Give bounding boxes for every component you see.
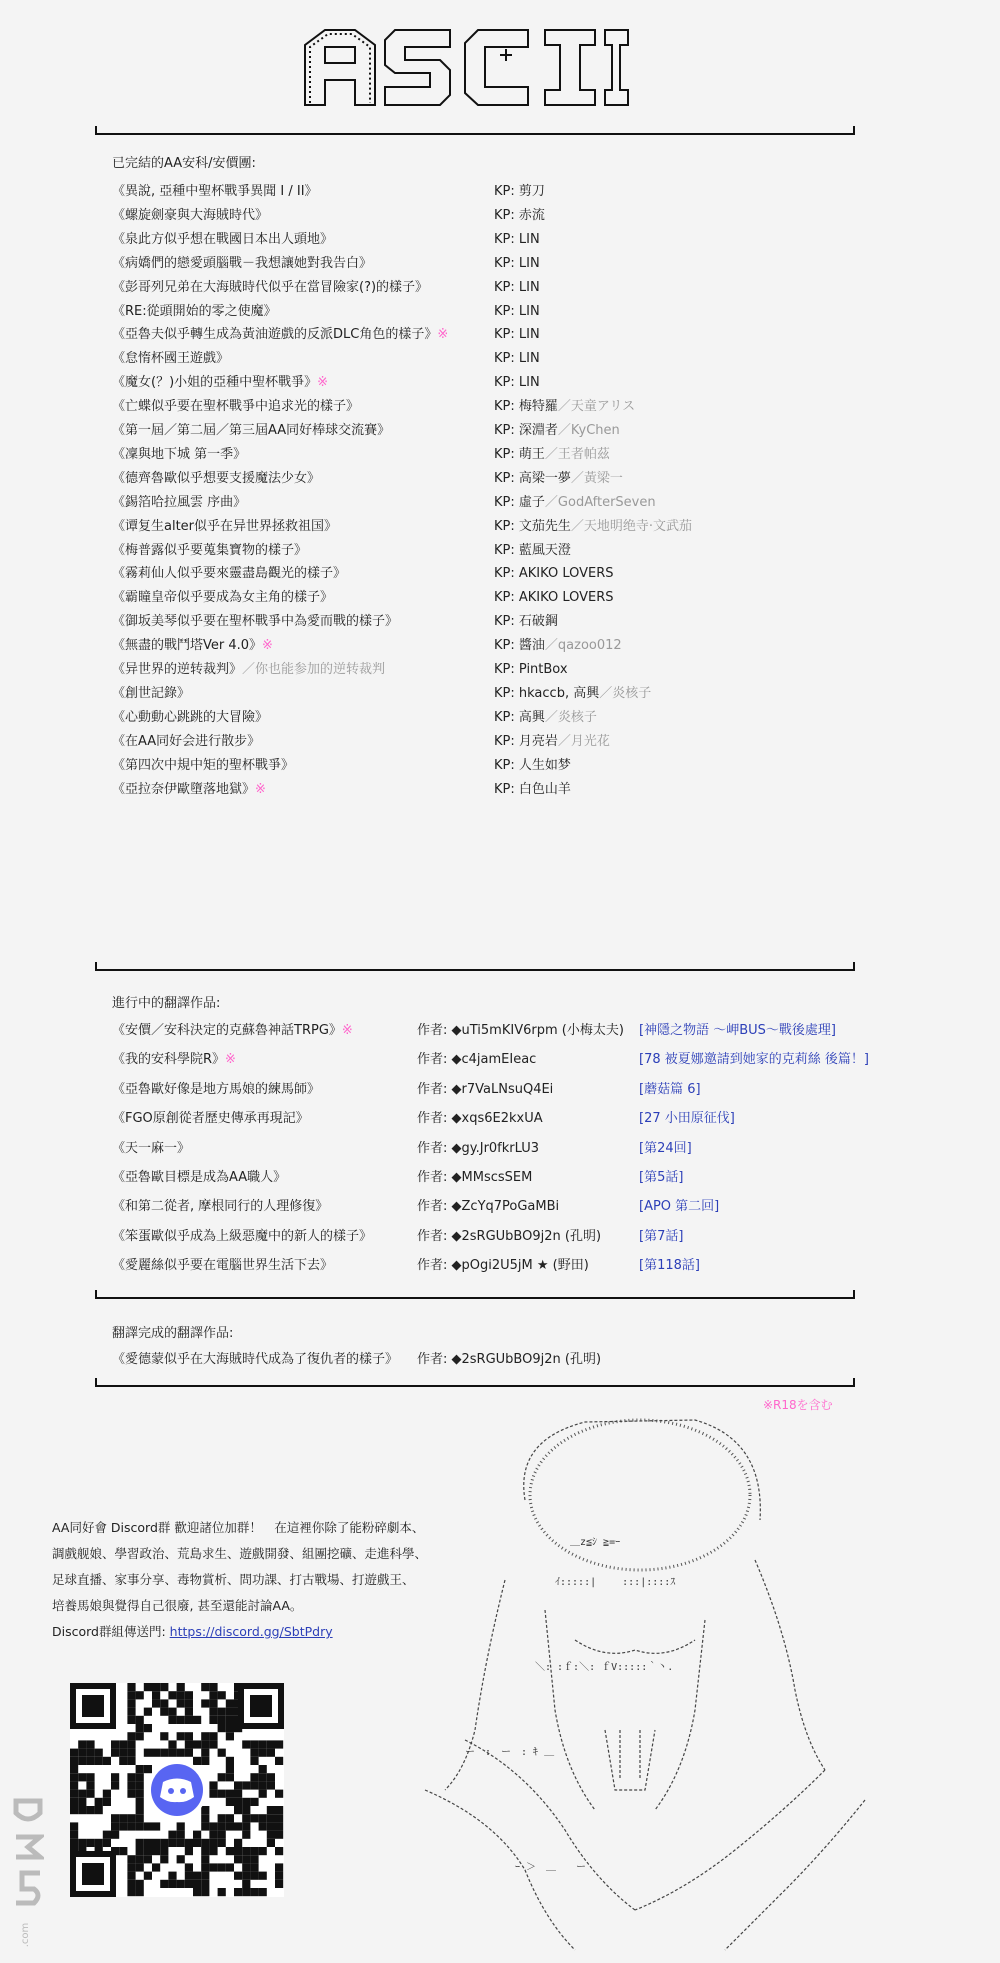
kp-credit	[494, 612, 558, 632]
episode-link[interactable]: [第118話]	[639, 1258, 700, 1274]
author-prefix: 作者:	[417, 1199, 452, 1215]
work-title	[112, 636, 273, 656]
kp-separator: ／	[544, 494, 558, 510]
work-title-text[interactable]: 《亡蝶似乎要在聖杯戰爭中追求光的樣子》	[112, 399, 360, 415]
r18-mark: ※	[341, 1023, 353, 1038]
kp-name: 虛子	[518, 494, 545, 510]
kp-name: LIN	[518, 231, 540, 247]
kp-prefix: KP:	[494, 757, 519, 773]
kp-name: 石破鋼	[518, 614, 558, 630]
kp-prefix: KP:	[494, 709, 519, 725]
work-title-text[interactable]: 《怠惰杯國王遊戲》	[112, 351, 230, 367]
kp-prefix: KP:	[494, 279, 519, 295]
kp-name: 文茄先生	[518, 518, 571, 534]
work-title-text[interactable]: 《天一麻一》	[112, 1140, 191, 1156]
author-name: ◆c4jamEIeac	[451, 1052, 537, 1068]
work-title-text[interactable]: 《霸瞳皇帝似乎要成為女主角的樣子》	[112, 590, 334, 606]
author-name: ◆2sRGUbBO9j2n (孔明)	[451, 1352, 602, 1367]
episode-link[interactable]: [第7話]	[639, 1228, 684, 1244]
work-title-text[interactable]: 《RE:從頭開始的零之使魔》	[112, 303, 277, 319]
author-prefix: 作者:	[417, 1170, 452, 1185]
svg-text:ｲ:::::| :::|::::ｽ: ｲ:::::| :::|::::ｽ	[555, 1577, 676, 1588]
svg-text:ｰ ＞ ＿ ー: ｰ ＞ ＿ ー	[515, 1862, 587, 1873]
kp-credit	[494, 588, 614, 608]
kp-prefix: KP:	[494, 566, 519, 582]
work-title	[112, 349, 229, 369]
ascii-art-figure	[405, 1410, 900, 1955]
work-title	[112, 493, 246, 513]
kp-credit	[494, 397, 635, 417]
ongoing-heading: 進行中的翻譯作品:	[112, 996, 221, 1011]
work-title-text[interactable]: 《心動動心跳跳的大冒險》	[112, 709, 269, 725]
work-title-text[interactable]: 《無盡的戰鬥塔Ver 4.0》	[112, 638, 263, 654]
work-title-text[interactable]: 《魔女(？)小姐的亞種中聖杯戰爭》	[112, 375, 318, 391]
kp-alt-name: 炎核子	[557, 709, 597, 725]
work-title	[112, 612, 398, 632]
kp-name: 萌王	[518, 446, 545, 462]
kp-credit	[494, 660, 568, 680]
kp-prefix: KP:	[494, 207, 519, 223]
work-title	[112, 1021, 353, 1041]
r18-mark: ※	[255, 781, 266, 797]
work-title	[112, 469, 320, 489]
work-title	[112, 1350, 398, 1370]
kp-prefix: KP:	[494, 733, 519, 749]
work-title	[112, 1109, 309, 1129]
work-title-text[interactable]: 《第一屆／第二屆／第三屆AA同好棒球交流賽》	[112, 423, 391, 438]
discord-link[interactable]: https://discord.gg/SbtPdry	[169, 1624, 333, 1639]
kp-name: AKIKO LOVERS	[518, 566, 614, 582]
kp-credit	[494, 230, 540, 250]
divider-1	[95, 969, 855, 971]
kp-name: 白色山羊	[518, 781, 571, 797]
work-title-text[interactable]: 《彭哥列兄弟在大海賊時代似乎在當冒險家(?)的樣子》	[112, 279, 429, 295]
discord-line-2: 調戲舰娘、學習政治、荒島求生、遊戲開發、組團挖礦、走進科學、	[52, 1546, 428, 1561]
kp-credit	[494, 349, 540, 369]
kp-alt-name: 炎核子	[612, 685, 652, 701]
work-title-text[interactable]: 《我的安科學院R》	[112, 1052, 226, 1068]
work-title-extra: ／你也能参加的逆转裁判	[242, 662, 386, 677]
work-title	[112, 564, 346, 584]
work-title	[112, 230, 333, 250]
r18-mark: ※	[262, 638, 273, 654]
author-name: ◆xqs6E2kxUA	[451, 1111, 543, 1127]
work-title-text[interactable]: 《螺旋劍豪與大海賊時代》	[112, 207, 269, 223]
work-title-text[interactable]: 《安價／安科決定的克蘇魯神話TRPG》	[112, 1023, 342, 1038]
work-title-text[interactable]: 《異說, 亞種中聖杯戰爭異聞 I / II》	[112, 184, 318, 199]
kp-name: 赤流	[518, 207, 545, 223]
kp-name: LIN	[518, 255, 540, 271]
work-title	[112, 708, 268, 728]
author-prefix: 作者:	[417, 1111, 452, 1127]
kp-name: 梅特羅	[518, 399, 558, 415]
kp-alt-name: GodAfterSeven	[557, 494, 656, 510]
kp-credit	[494, 780, 571, 800]
author-credit	[417, 1109, 543, 1129]
discord-link-row	[52, 1619, 452, 1645]
work-title-text[interactable]: 《笨蛋歐似乎成為上級惡魔中的新人的樣子》	[112, 1228, 373, 1244]
work-title	[112, 1050, 236, 1070]
completed-heading: 已完結的AA安科/安價團:	[112, 156, 256, 171]
dm5-watermark	[12, 1795, 44, 1955]
author-prefix: 作者:	[417, 1023, 452, 1038]
kp-name: 醬油	[518, 638, 545, 654]
kp-prefix: KP:	[494, 446, 519, 462]
r18-mark: ※	[317, 375, 329, 391]
kp-alt-name: 天童アリス	[570, 399, 636, 415]
author-credit	[417, 1227, 601, 1247]
kp-name: 深淵者	[518, 423, 558, 438]
author-name: ◆2sRGUbBO9j2n (孔明)	[451, 1228, 602, 1244]
work-title-text[interactable]: 《愛德蒙似乎在大海賊時代成為了復仇者的樣子》	[112, 1352, 399, 1367]
kp-credit	[494, 684, 651, 704]
kp-prefix: KP:	[494, 184, 519, 199]
kp-prefix: KP:	[494, 470, 519, 486]
kp-credit	[494, 373, 540, 393]
work-title-text[interactable]: 《异世界的逆转裁判》	[112, 662, 243, 677]
r18-mark: ※	[437, 327, 449, 343]
kp-name: 月亮岩	[518, 733, 558, 749]
svg-text:.com: .com	[20, 1922, 31, 1948]
author-name: ◆r7VaLNsuQ4Ei	[451, 1081, 554, 1097]
work-title-text[interactable]: 《谭复生alter似乎在异世界拯救祖国》	[112, 518, 338, 534]
r18-note: ※R18を含む	[763, 1398, 833, 1412]
kp-alt-name: KyChen	[570, 423, 620, 438]
work-title-text[interactable]: 《錫箔哈拉風雲 序曲》	[112, 494, 247, 510]
author-name: ◆uTi5mKIV6rpm (小梅太夫)	[451, 1023, 624, 1038]
work-title	[112, 684, 190, 704]
episode-link[interactable]: [神隱之物語 ～岬BUS～戰後處理]	[639, 1023, 836, 1038]
work-title	[112, 1227, 372, 1247]
kp-prefix: KP:	[494, 685, 519, 701]
discord-line-1: AA同好會 Discord群 歡迎諸位加群！ 在這裡你除了能粉碎劇本、	[52, 1520, 425, 1535]
kp-separator: ／	[570, 518, 584, 534]
episode-link[interactable]: [第24回]	[639, 1140, 692, 1156]
author-prefix: 作者:	[417, 1352, 452, 1367]
author-name: ◆pOgi2U5jM ★ (野田)	[451, 1258, 589, 1274]
kp-prefix: KP:	[494, 781, 519, 797]
kp-name: PintBox	[518, 662, 568, 677]
kp-credit	[494, 254, 540, 274]
kp-alt-name: 月光花	[570, 733, 610, 749]
kp-credit	[494, 421, 620, 441]
episode-link[interactable]: [APO 第二回]	[639, 1199, 720, 1215]
work-title-text[interactable]: 《泉此方似乎想在戰國日本出人頭地》	[112, 231, 334, 247]
kp-separator: ／	[544, 446, 558, 462]
work-title	[112, 1256, 333, 1276]
kp-alt-name: 王者帕茲	[557, 446, 610, 462]
kp-credit	[494, 564, 614, 584]
kp-alt-name: 天地明绝寺·文武茄	[583, 518, 693, 534]
kp-name: LIN	[518, 375, 540, 391]
work-title	[112, 756, 294, 776]
author-credit	[417, 1197, 559, 1217]
work-title-text[interactable]: 《亞魯夫似乎轉生成為黃油遊戲的反派DLC角色的樣子》	[112, 327, 438, 343]
svg-text:＿z≦ｼ ≧=ｰ: ＿z≦ｼ ≧=ｰ	[570, 1537, 621, 1548]
kp-separator: ／	[599, 685, 613, 701]
kp-name: 剪刀	[518, 184, 545, 199]
work-title	[112, 254, 372, 274]
work-title-text[interactable]: 《病嬌們的戀愛頭腦戰－我想讓她對我告白》	[112, 255, 373, 271]
work-title-text[interactable]: 《梅普露似乎要蒐集寶物的樣子》	[112, 542, 308, 558]
kp-name: LIN	[518, 351, 540, 367]
work-title	[112, 588, 333, 608]
kp-name: 高梁一夢	[518, 470, 571, 486]
kp-credit	[494, 756, 571, 776]
work-title-text[interactable]: 《和第二從者, 摩根同行的人理修復》	[112, 1199, 329, 1215]
author-prefix: 作者:	[417, 1052, 452, 1068]
author-credit	[417, 1021, 624, 1041]
ascii-logo	[300, 25, 630, 110]
kp-separator: ／	[570, 470, 584, 486]
kp-prefix: KP:	[494, 351, 519, 367]
discord-invite	[52, 1515, 452, 1645]
kp-credit	[494, 325, 540, 345]
discord-line-4: 培養馬娘與覺得自己很廢, 甚至還能討論AA。	[52, 1598, 303, 1613]
kp-credit	[494, 493, 656, 513]
author-credit	[417, 1168, 532, 1188]
author-prefix: 作者:	[417, 1140, 452, 1156]
kp-name: LIN	[518, 327, 540, 343]
kp-credit	[494, 636, 622, 656]
kp-prefix: KP:	[494, 399, 519, 415]
work-title-text[interactable]: 《亞魯歐好像是地方馬娘的練馬師》	[112, 1081, 321, 1097]
work-title	[112, 206, 268, 226]
kp-prefix: KP:	[494, 255, 519, 271]
kp-separator: ／	[557, 423, 571, 438]
kp-credit	[494, 469, 623, 489]
kp-prefix: KP:	[494, 614, 519, 630]
kp-name: LIN	[518, 279, 540, 295]
kp-separator: ／	[544, 638, 558, 654]
work-title	[112, 732, 260, 752]
kp-credit	[494, 206, 545, 226]
kp-prefix: KP:	[494, 303, 519, 319]
work-title	[112, 182, 318, 202]
kp-credit	[494, 517, 692, 537]
kp-name: AKIKO LOVERS	[518, 590, 614, 606]
work-title	[112, 1197, 328, 1217]
author-prefix: 作者:	[417, 1258, 452, 1274]
kp-prefix: KP:	[494, 662, 519, 677]
work-title-text[interactable]: 《御坂美琴似乎要在聖杯戰爭中為愛而戰的樣子》	[112, 614, 399, 630]
author-name: ◆ZcYq7PoGaMBi	[451, 1199, 560, 1215]
author-name: ◆gy.Jr0fkrLU3	[451, 1140, 540, 1156]
work-title	[112, 1168, 286, 1188]
kp-credit	[494, 278, 540, 298]
kp-name: 高興	[518, 709, 545, 725]
author-credit	[417, 1080, 553, 1100]
discord-link-label: Discord群組傳送門:	[52, 1624, 170, 1639]
author-credit	[417, 1050, 536, 1070]
discord-line-3: 足球直播、家事分享、毒物賞析、問功課、打古戰場、打遊戲王、	[52, 1572, 415, 1587]
work-title	[112, 302, 277, 322]
kp-credit	[494, 732, 610, 752]
kp-credit	[494, 708, 597, 728]
work-title-text[interactable]: 《第四次中規中矩的聖杯戰爭》	[112, 757, 295, 773]
kp-credit	[494, 182, 545, 202]
work-title	[112, 325, 448, 345]
kp-prefix: KP:	[494, 327, 519, 343]
kp-prefix: KP:	[494, 423, 519, 438]
work-title-text[interactable]: 《德齊魯歐似乎想要支援魔法少女》	[112, 470, 321, 486]
work-title	[112, 660, 385, 680]
work-title	[112, 373, 328, 393]
kp-prefix: KP:	[494, 494, 519, 510]
author-credit	[417, 1139, 539, 1159]
author-credit	[417, 1350, 601, 1370]
kp-prefix: KP:	[494, 542, 519, 558]
work-title	[112, 421, 390, 441]
work-title	[112, 445, 246, 465]
work-title-text[interactable]: 《亞魯歐目標是成為AA職人》	[112, 1170, 287, 1185]
kp-credit	[494, 541, 571, 561]
work-title-text[interactable]: 《亞拉奈伊歐墮落地獄》	[112, 781, 256, 797]
svg-text:＼: :ｆ:＼: ｆV:::::｀丶.: ＼: :ｆ:＼: ｆV:::::｀丶.	[535, 1662, 674, 1673]
divider-3	[95, 1385, 855, 1387]
episode-link[interactable]: [第5話]	[639, 1170, 684, 1185]
kp-separator: ／	[557, 733, 571, 749]
work-title-text[interactable]: 《霧莉仙人似乎要來靈盡島觀光的樣子》	[112, 566, 347, 582]
divider-2	[95, 1297, 855, 1299]
author-name: ◆MMscsSEM	[451, 1170, 533, 1185]
work-title	[112, 278, 428, 298]
kp-name: hkaccb, 高興	[518, 685, 600, 701]
author-prefix: 作者:	[417, 1081, 452, 1097]
kp-prefix: KP:	[494, 518, 519, 534]
work-title-text[interactable]: 《凜與地下城 第一季》	[112, 446, 247, 462]
work-title	[112, 780, 266, 800]
kp-alt-name: qazoo012	[557, 638, 622, 654]
svg-text:ー : ー : ｷ ＿: ー : ー : ｷ ＿	[465, 1747, 555, 1758]
episode-link[interactable]: [蘑菇篇 6]	[639, 1081, 701, 1097]
discord-qr-code[interactable]	[70, 1683, 284, 1897]
author-prefix: 作者:	[417, 1228, 452, 1244]
kp-name: 人生如梦	[518, 757, 571, 773]
finished-heading: 翻譯完成的翻譯作品:	[112, 1326, 234, 1341]
work-title	[112, 541, 307, 561]
kp-credit	[494, 445, 610, 465]
work-title-text[interactable]: 《在AA同好会进行散步》	[112, 733, 261, 749]
kp-prefix: KP:	[494, 638, 519, 654]
kp-prefix: KP:	[494, 375, 519, 391]
work-title	[112, 517, 337, 537]
kp-name: LIN	[518, 303, 540, 319]
kp-alt-name: 黃梁一	[583, 470, 623, 486]
episode-link[interactable]: [78 被夏娜邀請到她家的克莉絲 後篇！]	[639, 1052, 869, 1068]
kp-separator: ／	[544, 709, 558, 725]
divider-top	[95, 133, 855, 135]
work-title	[112, 397, 359, 417]
kp-separator: ／	[557, 399, 571, 415]
author-credit	[417, 1256, 589, 1276]
work-title-text[interactable]: 《愛麗絲似乎要在電腦世界生活下去》	[112, 1258, 334, 1274]
work-title	[112, 1080, 320, 1100]
r18-mark: ※	[225, 1052, 236, 1068]
episode-link[interactable]: [27 小田原征伐]	[639, 1111, 735, 1127]
work-title-text[interactable]: 《創世記錄》	[112, 685, 191, 701]
kp-prefix: KP:	[494, 590, 519, 606]
kp-credit	[494, 302, 540, 322]
kp-prefix: KP:	[494, 231, 519, 247]
work-title-text[interactable]: 《FGO原創從者歷史傳承再現記》	[112, 1111, 309, 1127]
work-title	[112, 1139, 190, 1159]
kp-name: 藍風天澄	[518, 542, 571, 558]
